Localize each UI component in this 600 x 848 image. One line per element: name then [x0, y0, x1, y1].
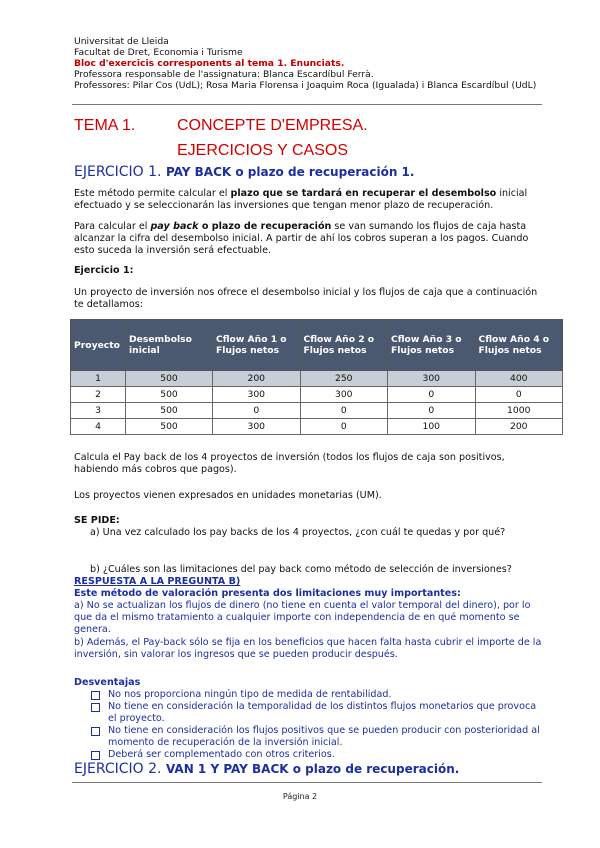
exercise-1-title: PAY BACK o plazo de recuperación 1.: [165, 165, 415, 179]
header-divider: [72, 104, 542, 105]
col-cflow-4: Cflow Año 4 o Flujos netos: [475, 320, 563, 371]
table-row: [71, 387, 563, 403]
table-cell: 0: [388, 403, 476, 419]
question-b: b) ¿Cuáles son las limitaciones del pay back como método de selección de inversiones?: [90, 564, 512, 575]
calc-text-a: Para calcular el: [74, 221, 151, 232]
se-pide-label: SE PIDE:: [74, 515, 120, 526]
table-cell: 500: [126, 387, 213, 403]
def-text-bold: plazo que se tardará en recuperar el desembolso: [230, 188, 497, 199]
ejercicio-1-subtitle: Ejercicio 1:: [74, 265, 134, 276]
header-teachers: Professores: Pilar Cos (UdL); Rosa Maria Florensa i Joaquim Roca (Igualada) i Blanca Escardíbul (UdL): [74, 80, 537, 91]
exercise-2-heading: [74, 761, 459, 777]
table-cell: 0: [300, 403, 388, 419]
list-item-text: No tiene en consideración la temporalidad de los distintos flujos monetarios que provoca el proyecto.: [108, 701, 537, 724]
payback-calculation: [74, 221, 542, 257]
table-cell: 300: [213, 387, 301, 403]
document-header: [74, 36, 544, 91]
table-cell: 250: [300, 371, 388, 387]
table-cell: 300: [388, 371, 476, 387]
table-cell: 1: [71, 371, 126, 387]
header-responsible: Professora responsable de l'assignatura: Blanca Escardíbul Ferrà.: [74, 69, 374, 80]
col-desembolso: Desembolso inicial: [126, 320, 213, 371]
checkbox-icon: [91, 751, 100, 760]
tema-title-line2: EJERCICIOS Y CASOS: [177, 142, 349, 159]
table-intro: Un proyecto de inversión nos ofrece el desembolso inicial y los flujos de caja que a continuación te detallamos:: [74, 287, 538, 310]
limitation-b: b) Además, el Pay-back sólo se fija en los beneficios que hacen falta hasta cubrir el importe de la inversión, sin valorar los ingresos que se pueden producir después.: [74, 637, 542, 660]
page-number: Página 2: [282, 792, 318, 801]
def-text-a: Este método permite calcular el: [74, 188, 231, 199]
table-cell: 500: [126, 371, 213, 387]
list-item: [74, 701, 544, 725]
disadvantages-list: [74, 689, 544, 761]
list-item: [74, 689, 544, 701]
def-text-c: inicial efectuado y se seleccionarán las inversiones que tengan menor plazo de recuperación.: [74, 188, 528, 211]
table-cell: 2: [71, 387, 126, 403]
checkbox-icon: [91, 703, 100, 712]
units-note: Los proyectos vienen expresados en unidades monetarias (UM).: [74, 490, 382, 501]
col-cflow-2: Cflow Año 2 o Flujos netos: [300, 320, 388, 371]
table-cell: 3: [71, 403, 126, 419]
col-cflow-1: Cflow Año 1 o Flujos netos: [213, 320, 301, 371]
table-cell: 0: [475, 387, 563, 403]
exercise-2-number: EJERCICIO 2.: [74, 761, 166, 777]
table-cell: 200: [213, 371, 301, 387]
calc-text-italic: pay back: [150, 221, 199, 232]
table-cell: 0: [213, 403, 301, 419]
list-item-text: No tiene en consideración los flujos positivos que se pueden producir con posterioridad al momento de recuperación de la inversión inicial.: [108, 725, 540, 748]
answer-lead: Este método de valoración presenta dos limitaciones muy importantes:: [74, 588, 461, 599]
col-cflow-3: Cflow Año 3 o Flujos netos: [388, 320, 476, 371]
list-item-text: Deberá ser complementado con otros criterios.: [108, 749, 335, 760]
answer-heading: RESPUESTA A LA PREGUNTA B): [74, 576, 241, 587]
checkbox-icon: [91, 727, 100, 736]
calc-text-d: se van sumando los flujos de caja hasta alcanzar la cifra del desembolso inicial. A partir de ahí los cobros superan a los pagos. Cuando esto suceda la inversión será efectuable.: [74, 221, 529, 256]
table-cell: 500: [126, 419, 213, 435]
cash-flow-table: [70, 319, 563, 435]
table-cell: 400: [475, 371, 563, 387]
list-item: [74, 725, 544, 749]
table-row: [71, 371, 563, 387]
calc-instruction: Calcula el Pay back de los 4 proyectos de inversión (todos los flujos de caja son positivos, habiendo más cobros que pagos).: [74, 452, 505, 475]
table-cell: 300: [300, 387, 388, 403]
table-cell: 200: [475, 419, 563, 435]
checkbox-icon: [91, 691, 100, 700]
table-cell: 1000: [475, 403, 563, 419]
header-bloc: Bloc d'exercicis corresponents al tema 1. Enunciats.: [74, 58, 345, 69]
table-header-row: [71, 320, 563, 371]
footer-divider: [72, 782, 542, 783]
table-row: [71, 419, 563, 435]
list-item: [74, 749, 544, 761]
payback-definition: [74, 188, 542, 212]
col-proyecto: Proyecto: [71, 320, 126, 371]
header-faculty: Facultat de Dret, Economia i Turisme: [74, 47, 243, 58]
calc-text-bold: o plazo de recuperación: [198, 221, 332, 232]
exercise-1-heading: [74, 164, 414, 180]
tema-title-line1: CONCEPTE D'EMPRESA.: [177, 117, 368, 134]
table-row: [71, 403, 563, 419]
exercise-1-number: EJERCICIO 1.: [74, 164, 166, 180]
exercise-2-title: VAN 1 Y PAY BACK o plazo de recuperación.: [165, 762, 460, 776]
tema-label: TEMA 1.: [74, 117, 136, 134]
disadvantages-heading: Desventajas: [74, 677, 141, 688]
table-cell: 0: [300, 419, 388, 435]
table-cell: 300: [213, 419, 301, 435]
header-university: Universitat de Lleida: [74, 36, 169, 47]
table-cell: 0: [388, 387, 476, 403]
table-cell: 4: [71, 419, 126, 435]
table-cell: 500: [126, 403, 213, 419]
table-cell: 100: [388, 419, 476, 435]
list-item-text: No nos proporciona ningún tipo de medida de rentabilidad.: [108, 689, 392, 700]
limitation-a: a) No se actualizan los flujos de dinero (no tiene en cuenta el valor temporal del dinero), por lo que da el mismo tratamiento a cualquier importe con independencia de en qué momento se genera.: [74, 600, 531, 635]
question-a: a) Una vez calculado los pay backs de los 4 proyectos, ¿con cuál te quedas y por qué?: [90, 527, 506, 538]
